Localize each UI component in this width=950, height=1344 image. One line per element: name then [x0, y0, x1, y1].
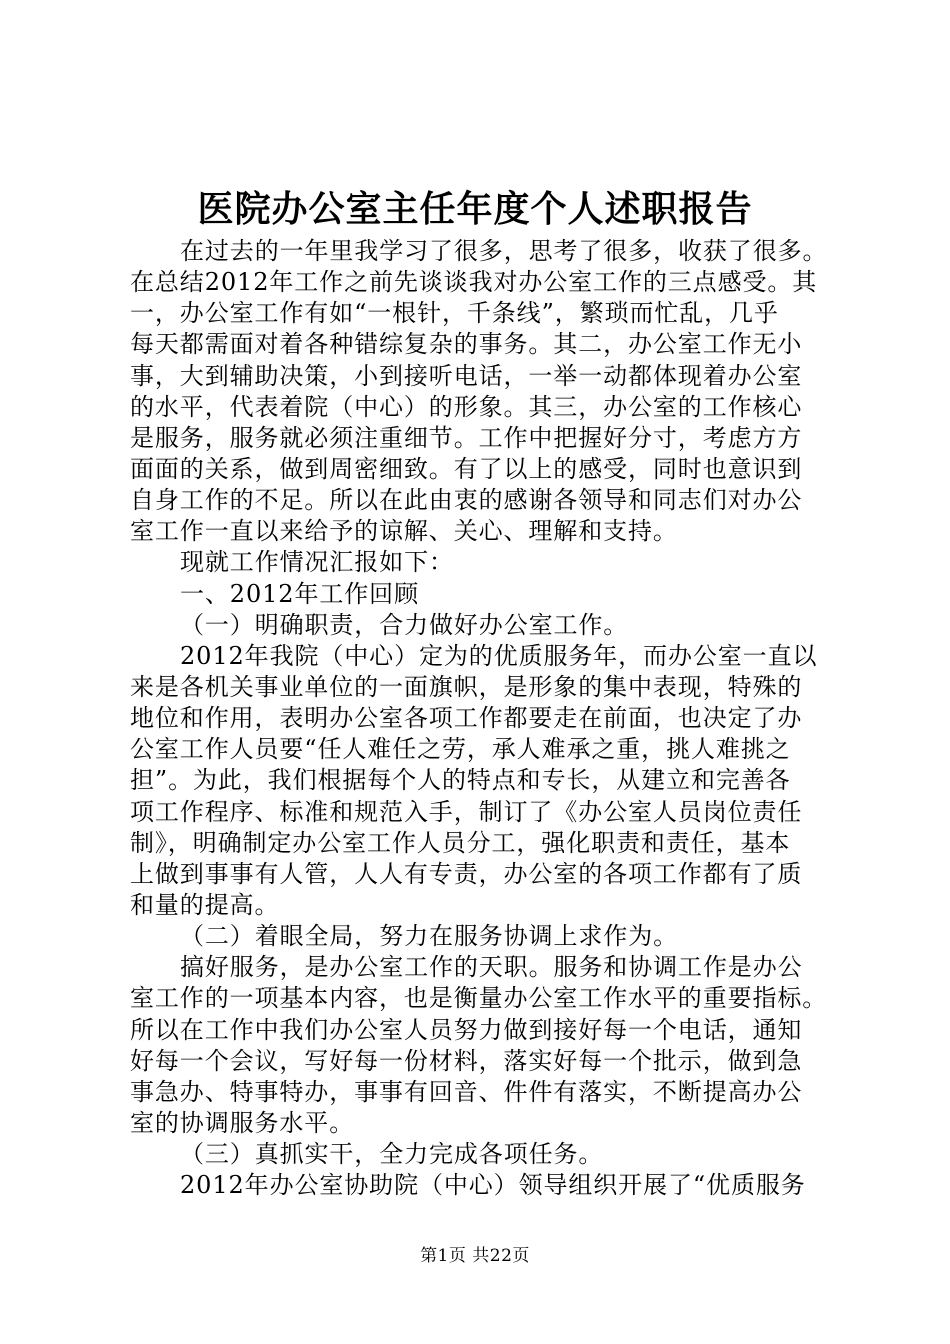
paragraph-line: 和量的提高。 [130, 890, 280, 919]
paragraph-line: 2012年我院（中心）定为的优质服务年，而办公室一直以 [180, 641, 818, 670]
paragraph-line: 公室工作人员要“任人难任之劳，承人难承之重，挑人难挑之 [130, 735, 791, 764]
subsection-heading: （三）真抓实干，全力完成各项任务。 [180, 1140, 604, 1169]
paragraph-line: 的水平，代表着院（中心）的形象。其三，办公室的工作核心 [130, 392, 803, 421]
paragraph-line: 现就工作情况汇报如下： [180, 548, 454, 577]
paragraph-line: 室工作的一项基本内容，也是衡量办公室工作水平的重要指标。 [130, 984, 828, 1013]
paragraph-line: 搞好服务，是办公室工作的天职。服务和协调工作是办公 [180, 953, 803, 982]
paragraph-line: 上做到事事有人管，人人有专责，办公室的各项工作都有了质 [130, 859, 803, 888]
paragraph-line: 一，办公室工作有如“一根针，千条线”，繁琐而忙乱，几乎 [130, 299, 779, 328]
paragraph-line: 事急办、特事特办，事事有回音、件件有落实，不断提高办公 [130, 1077, 803, 1106]
paragraph-line: 地位和作用，表明办公室各项工作都要走在前面，也决定了办 [130, 704, 803, 733]
document-body [130, 236, 830, 1201]
paragraph-line: 面面的关系，做到周密细致。有了以上的感受，同时也意识到 [130, 454, 803, 483]
paragraph-line: 担”。为此，我们根据每个人的特点和专长，从建立和完善各 [130, 766, 791, 795]
paragraph-line: 在总结2012年工作之前先谈谈我对办公室工作的三点感受。其 [130, 268, 818, 297]
paragraph-line: 项工作程序、标准和规范入手，制订了《办公室人员岗位责任 [130, 797, 803, 826]
paragraph-line: 在过去的一年里我学习了很多，思考了很多，收获了很多。 [180, 237, 828, 265]
section-heading: 一、2012年工作回顾 [180, 579, 419, 608]
paragraph-line: 好每一个会议，写好每一份材料，落实好每一个批示，做到急 [130, 1046, 803, 1075]
paragraph-line: 来是各机关事业单位的一面旗帜，是形象的集中表现，特殊的 [130, 672, 803, 701]
paragraph-line: 室工作一直以来给予的谅解、关心、理解和支持。 [130, 517, 678, 546]
paragraph-line: 是服务，服务就必须注重细节。工作中把握好分寸，考虑方方 [130, 423, 803, 452]
paragraph-line: 所以在工作中我们办公室人员努力做到接好每一个电话，通知 [130, 1015, 803, 1044]
page-footer: 第1页 共22页 [420, 1246, 530, 1266]
paragraph-line: 室的协调服务水平。 [130, 1108, 355, 1137]
document-title: 医院办公室主任年度个人述职报告 [197, 188, 753, 230]
paragraph-line: 2012年办公室协助院（中心）领导组织开展了“优质服务 [180, 1171, 806, 1200]
subsection-heading: （一）明确职责，合力做好办公室工作。 [180, 610, 629, 639]
paragraph-line: 事，大到辅助决策，小到接听电话，一举一动都体现着办公室 [130, 361, 803, 390]
paragraph-line: 制》，明确制定办公室工作人员分工，强化职责和责任，基本 [130, 828, 791, 857]
paragraph-line: 每天都需面对着各种错综复杂的事务。其二，办公室工作无小 [130, 330, 803, 359]
paragraph-line: 自身工作的不足。所以在此由衷的感谢各领导和同志们对办公 [130, 486, 803, 515]
subsection-heading: （二）着眼全局，努力在服务协调上求作为。 [180, 922, 678, 951]
